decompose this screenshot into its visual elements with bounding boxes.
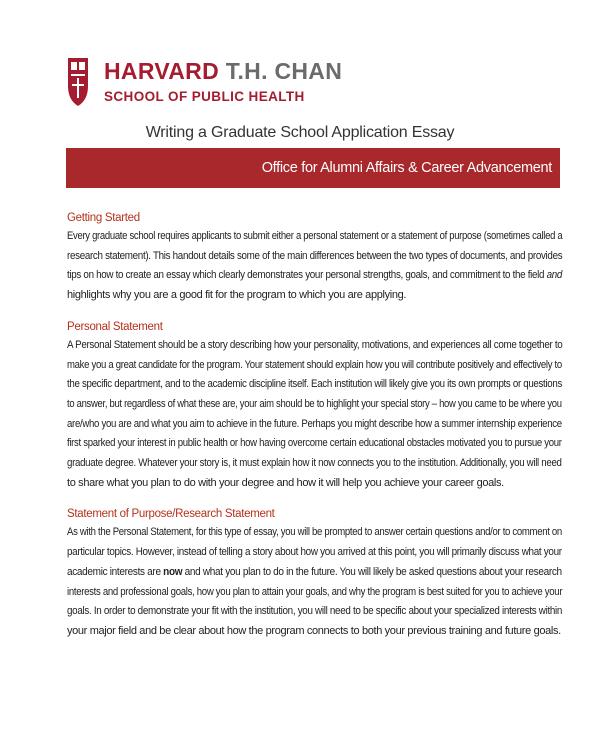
paragraph-line: your major field and be clear about how the program connects to both your previous training and future goals. bbox=[67, 624, 561, 637]
harvard-chan-logo bbox=[66, 56, 342, 108]
section-heading: Personal Statement bbox=[67, 320, 163, 333]
paragraph-line: to answer, but regardless of what these are, your aim should be to highlight your special story – how you came to be where you bbox=[67, 397, 562, 410]
line-text: tips on how to create an essay which clearly demonstrates your personal strengths, goals, and commitment to the field bbox=[67, 269, 547, 282]
paragraph-line: make you a great candidate for the program. Your statement should explain how you will contribute positively and effectively to bbox=[67, 358, 562, 371]
paragraph-line: highlights why you are a good fit for the program to which you are applying. bbox=[67, 289, 407, 302]
paragraph-line: to share what you plan to do with your degree and how it will help you achieve your career goals. bbox=[67, 476, 504, 489]
harvard-shield-icon bbox=[66, 56, 90, 108]
paragraph-line: goals. In order to demonstrate your fit with the institution, you will need to be specific about your specialized interests within bbox=[67, 605, 563, 618]
section-heading: Statement of Purpose/Research Statement bbox=[67, 508, 275, 521]
italic-text: and bbox=[546, 269, 563, 282]
paragraph-line bbox=[67, 266, 563, 286]
paragraph-line bbox=[67, 563, 562, 583]
paragraph-line: interests and professional goals, how you plan to attain your goals, and why the program is best suited for you to achieve your bbox=[67, 585, 563, 598]
line-text: academic interests are bbox=[67, 565, 164, 578]
section-getting-started bbox=[67, 209, 562, 306]
line-text: and what you plan to do in the future. You will likely be asked questions about your research bbox=[182, 565, 562, 578]
logo-wordmark bbox=[104, 58, 342, 84]
logo-chan: T.H. CHAN bbox=[225, 58, 343, 84]
paragraph-line: As with the Personal Statement, for this type of essay, you will be prompted to answer certain questions and/or to comment on bbox=[67, 526, 562, 539]
paragraph-line: are/who you are and what you aim to achieve in the future. Perhaps you might describe how a summer internship experience bbox=[67, 417, 562, 430]
paragraph-line: particular topics. However, instead of telling a story about how you arrived at this point, you will primarily discuss what your bbox=[67, 546, 562, 559]
paragraph-line: graduate degree. Whatever your story is, it must explain how it now connects you to the institution. Additionally, you will need bbox=[67, 457, 562, 470]
paragraph-line: research statement). This handout details some of the main differences between the two types of documents, and provides bbox=[67, 249, 563, 262]
banner-text: Office for Alumni Affairs & Career Advancement bbox=[261, 160, 552, 176]
document-title: Writing a Graduate School Application Essay bbox=[145, 124, 455, 141]
document-body bbox=[67, 209, 562, 654]
section-statement-of-purpose bbox=[67, 505, 562, 641]
logo-school-name: SCHOOL OF PUBLIC HEALTH bbox=[104, 89, 305, 104]
section-heading: Getting Started bbox=[67, 212, 140, 224]
paragraph-line: first sparked your interest in public health or how having overcome certain educational obstacles motivated you to pursue your bbox=[67, 437, 562, 450]
paragraph-line: Every graduate school requires applicants to submit either a personal statement or a statement of purpose (sometimes called a bbox=[67, 230, 563, 242]
bold-text: now bbox=[163, 565, 183, 578]
logo-harvard: HARVARD bbox=[104, 58, 219, 84]
office-banner bbox=[66, 148, 560, 188]
section-personal-statement bbox=[67, 318, 562, 494]
paragraph-line: A Personal Statement should be a story describing how your personality, motivations, and experiences all come together to bbox=[67, 338, 563, 351]
paragraph-line: the specific department, and to the academic discipline itself. Each institution will likely give you its own prompts or questions bbox=[67, 378, 563, 391]
